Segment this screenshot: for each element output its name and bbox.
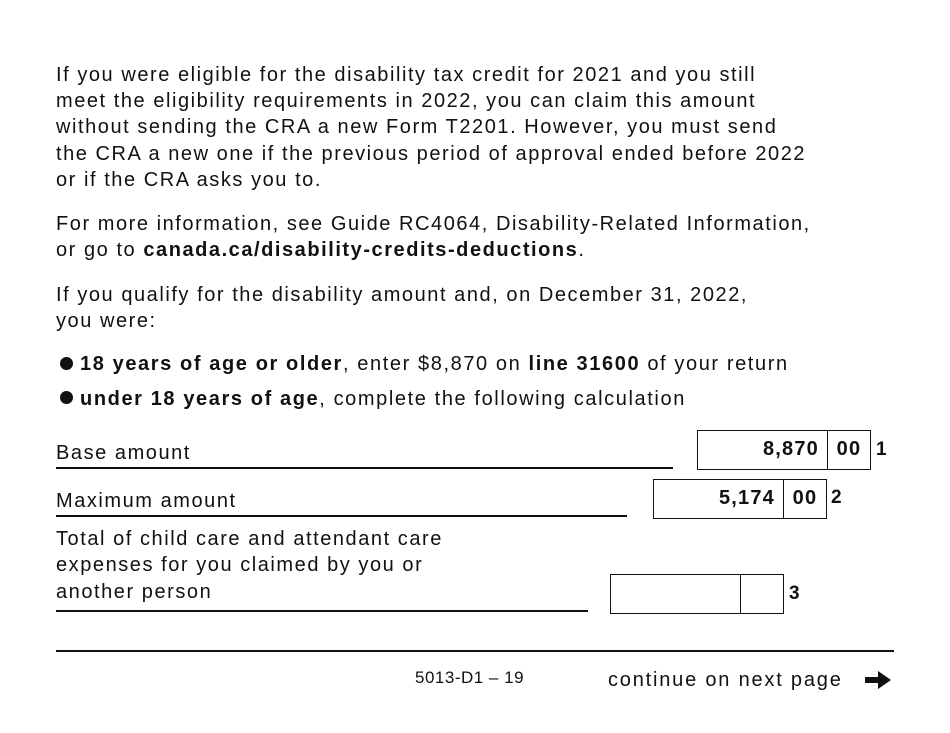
bullet-adult-text: , enter $8,870 on [342, 353, 529, 375]
disability-credits-link[interactable]: canada.ca/disability-credits-deductions [143, 239, 579, 261]
bullet-minor-text: , complete the following calculation [319, 388, 686, 410]
bullet-adult-line: line 31600 [528, 353, 641, 375]
intro-line-4: the CRA a new one if the previous period of approval ended before 2022 [56, 143, 807, 165]
child-care-dollars-input[interactable] [611, 575, 741, 613]
qualify-line-1: If you qualify for the disability amount and, on December 31, 2022, [56, 284, 748, 306]
base-amount-dollars: 8,870 [698, 431, 828, 469]
line-number-2: 2 [831, 487, 842, 508]
bullet-icon [60, 357, 73, 370]
maximum-amount-field [653, 479, 827, 519]
more-info-line-1: For more information, see Guide RC4064, Disability-Related Information, [56, 213, 811, 235]
maximum-amount-label: Maximum amount [56, 490, 237, 512]
maximum-amount-dollars: 5,174 [654, 480, 784, 518]
base-amount-cents: 00 [836, 438, 862, 460]
child-care-expenses-field[interactable] [610, 574, 784, 614]
maximum-amount-cents: 00 [792, 487, 818, 509]
intro-line-3: without sending the CRA a new Form T2201. However, you must send [56, 116, 778, 138]
base-amount-rule [56, 467, 673, 469]
bullet-adult [80, 351, 789, 377]
maximum-amount-rule [56, 515, 627, 517]
child-care-cents-input[interactable] [741, 575, 783, 613]
more-info-line-2 [56, 237, 585, 263]
child-care-label-line-1: Total of child care and attendant care [56, 528, 443, 550]
bullet-minor-bold: under 18 years of age [80, 388, 320, 410]
page-id: 5013-D1 – 19 [415, 668, 525, 687]
bullet-icon [60, 391, 73, 404]
line-number-3: 3 [789, 583, 800, 604]
intro-line-5: or if the CRA asks you to. [56, 169, 322, 191]
line-number-1: 1 [876, 439, 887, 460]
bullet-minor [80, 386, 686, 412]
base-amount-field [697, 430, 871, 470]
qualify-line-2: you were: [56, 310, 157, 332]
base-amount-label: Base amount [56, 442, 191, 464]
child-care-rule [56, 610, 588, 612]
intro-line-1: If you were eligible for the disability tax credit for 2021 and you still [56, 64, 757, 86]
bullet-adult-suffix: of your return [640, 353, 789, 375]
child-care-label-line-3: another person [56, 581, 213, 603]
more-info-prefix: or go to [56, 239, 144, 261]
continue-next-page: continue on next page [608, 669, 843, 691]
child-care-label-line-2: expenses for you claimed by you or [56, 554, 424, 576]
more-info-suffix: . [578, 239, 586, 261]
bullet-adult-bold: 18 years of age or older [80, 353, 343, 375]
footer-rule [56, 650, 894, 652]
intro-line-2: meet the eligibility requirements in 2022, you can claim this amount [56, 90, 757, 112]
right-arrow-icon [863, 668, 893, 692]
